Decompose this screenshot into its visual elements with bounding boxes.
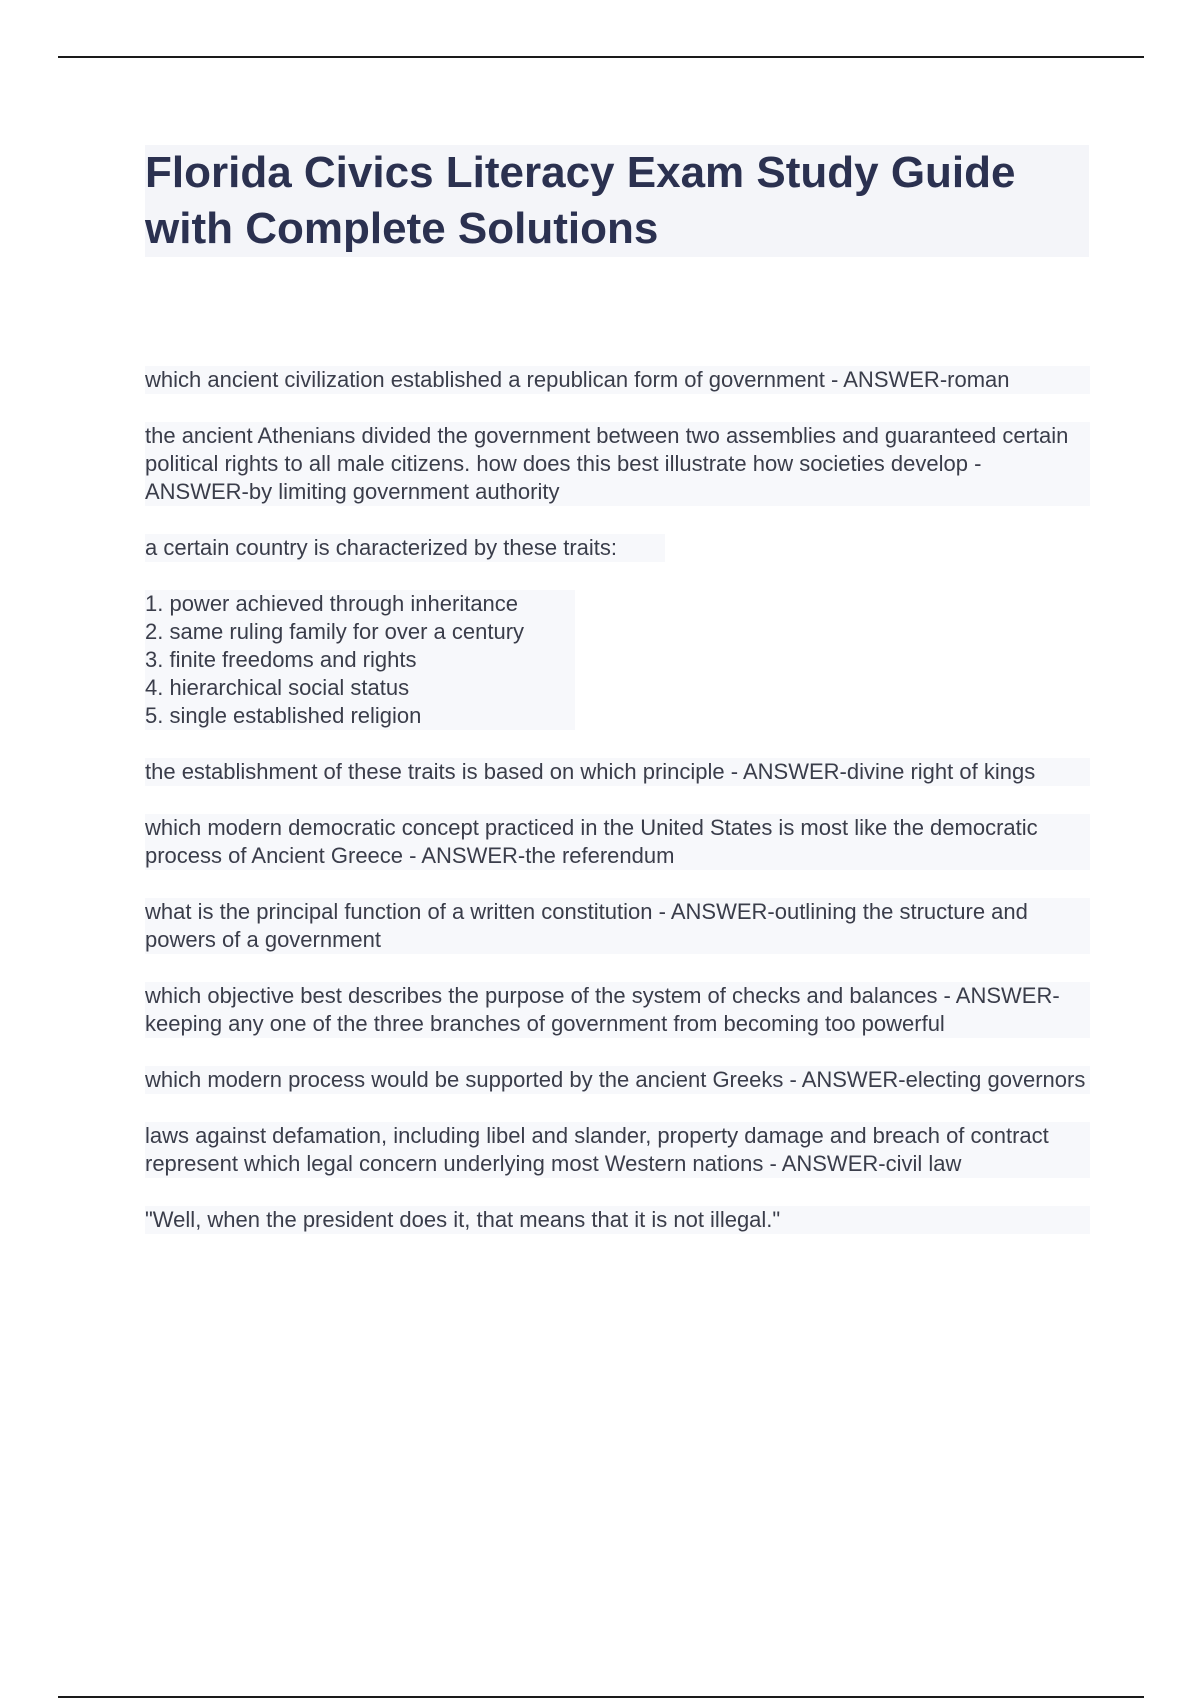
question-block [145,758,1090,786]
question-text: the establishment of these traits is based on which principle - ANSWER-divine right of kings [145,759,1036,784]
top-divider [58,56,1144,58]
question-text: which modern process would be supported by the ancient Greeks - ANSWER-electing governors [145,1067,1086,1092]
list-item: 5. single established religion [145,703,422,728]
question-text: a certain country is characterized by these traits: [145,535,617,560]
question-text: the ancient Athenians divided the government between two assemblies and guaranteed certain political rights to all male citizens. how does this best illustrate how societies develop - ANSWER-by limiting government authority [145,423,1069,504]
study-guide-content [145,366,1090,1262]
question-text: which objective best describes the purpose of the system of checks and balances - ANSWER-keeping any one of the three branches of government from becoming too powerful [145,983,1060,1036]
question-block [145,422,1090,506]
question-block [145,1066,1090,1094]
question-block [145,1122,1090,1178]
question-block [145,814,1090,870]
question-block [145,982,1090,1038]
question-text: which modern democratic concept practiced in the United States is most like the democratic process of Ancient Greece - ANSWER-the referendum [145,815,1038,868]
question-block [145,1206,1090,1234]
traits-list [145,590,575,730]
question-text: what is the principal function of a written constitution - ANSWER-outlining the structure and powers of a government [145,899,1028,952]
question-block [145,898,1090,954]
question-block [145,534,665,562]
question-block [145,366,1090,394]
list-item: 4. hierarchical social status [145,675,410,700]
question-text: laws against defamation, including libel and slander, property damage and breach of contract represent which legal concern underlying most Western nations - ANSWER-civil law [145,1123,1049,1176]
bottom-divider [58,1696,1144,1698]
page-title: Florida Civics Literacy Exam Study Guide with Complete Solutions [145,148,1016,253]
list-item: 1. power achieved through inheritance [145,591,519,616]
question-text: "Well, when the president does it, that means that it is not illegal." [145,1207,781,1232]
question-text: which ancient civilization established a republican form of government - ANSWER-roman [145,367,1010,392]
list-item: 2. same ruling family for over a century [145,619,525,644]
list-item: 3. finite freedoms and rights [145,647,417,672]
